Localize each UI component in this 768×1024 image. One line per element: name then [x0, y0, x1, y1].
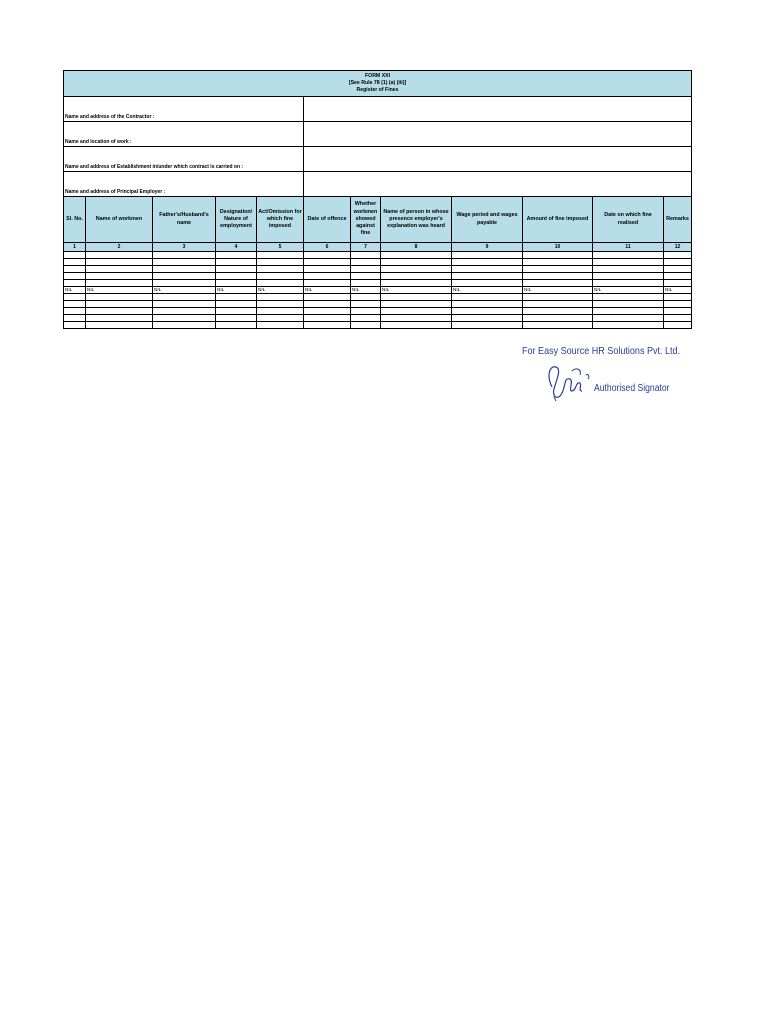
table-row	[64, 287, 692, 294]
table-cell	[523, 301, 593, 308]
column-number: 9	[452, 243, 523, 252]
info-value	[304, 147, 692, 172]
table-cell	[452, 294, 523, 301]
table-cell	[216, 294, 257, 301]
table-cell	[64, 315, 86, 322]
table-cell	[523, 280, 593, 287]
table-cell	[351, 252, 381, 259]
info-label: Name and location of work :	[64, 122, 304, 147]
info-row-work-location	[64, 122, 692, 147]
table-cell: NIL	[664, 287, 692, 294]
table-cell	[664, 294, 692, 301]
table-cell	[351, 308, 381, 315]
table-cell	[593, 266, 664, 273]
form-header	[64, 71, 692, 97]
table-cell	[593, 294, 664, 301]
table-cell	[664, 259, 692, 266]
table-cell	[257, 322, 304, 329]
table-cell	[381, 308, 452, 315]
table-cell	[523, 273, 593, 280]
table-cell	[216, 266, 257, 273]
form-number: FORM XXI	[364, 72, 391, 79]
info-label: Name and address of Establishment in/under which contract is carried on :	[64, 147, 304, 172]
table-cell: NIL	[153, 287, 216, 294]
table-cell	[304, 315, 351, 322]
table-cell: NIL	[64, 287, 86, 294]
table-cell	[351, 322, 381, 329]
table-row	[64, 301, 692, 308]
table-cell	[664, 266, 692, 273]
table-cell	[257, 259, 304, 266]
table-cell	[664, 322, 692, 329]
table-cell	[216, 259, 257, 266]
table-cell	[523, 322, 593, 329]
column-header: Designation/ Nature of employment	[216, 197, 257, 243]
column-header: Date of offence	[304, 197, 351, 243]
form-rule: [See Rule 78 (1) (a) (iii)]	[348, 79, 407, 86]
table-cell	[304, 322, 351, 329]
table-cell	[304, 252, 351, 259]
table-cell	[351, 294, 381, 301]
info-value	[304, 97, 692, 122]
table-cell	[381, 252, 452, 259]
info-label: Name and address of the Contractor :	[64, 97, 304, 122]
table-cell	[593, 322, 664, 329]
table-cell	[452, 308, 523, 315]
table-cell	[86, 252, 153, 259]
table-row	[64, 266, 692, 273]
table-cell	[452, 259, 523, 266]
column-header: Whether workmen showed against fine	[351, 197, 381, 243]
info-row-establishment	[64, 147, 692, 172]
column-header: Act/Omission for which fine imposed	[257, 197, 304, 243]
column-number: 1	[64, 243, 86, 252]
table-cell	[64, 259, 86, 266]
table-cell	[523, 315, 593, 322]
table-cell	[257, 315, 304, 322]
table-cell	[304, 301, 351, 308]
table-cell	[216, 280, 257, 287]
table-cell	[86, 259, 153, 266]
column-number: 3	[153, 243, 216, 252]
table-cell	[64, 273, 86, 280]
table-cell	[64, 280, 86, 287]
table-cell	[351, 280, 381, 287]
info-row-principal-employer	[64, 172, 692, 197]
column-header: Wage period and wages payable	[452, 197, 523, 243]
table-cell	[381, 280, 452, 287]
table-cell	[452, 280, 523, 287]
table-cell	[216, 308, 257, 315]
table-row	[64, 259, 692, 266]
table-cell	[351, 259, 381, 266]
table-row	[64, 294, 692, 301]
table-cell	[523, 294, 593, 301]
table-cell	[664, 308, 692, 315]
table-cell	[381, 301, 452, 308]
info-row-contractor	[64, 97, 692, 122]
table-cell	[593, 273, 664, 280]
table-cell	[216, 301, 257, 308]
table-cell	[257, 273, 304, 280]
table-cell	[153, 315, 216, 322]
column-header: Name of person in whose presence employer's explanation was heard	[381, 197, 452, 243]
table-cell	[257, 308, 304, 315]
table-cell	[593, 280, 664, 287]
column-header: Date on which fine realised	[593, 197, 664, 243]
column-header: Name of workmen	[86, 197, 153, 243]
table-cell	[452, 273, 523, 280]
column-header: Amount of fine imposed	[523, 197, 593, 243]
table-cell	[86, 280, 153, 287]
table-cell	[86, 315, 153, 322]
table-cell	[304, 308, 351, 315]
table-cell	[86, 266, 153, 273]
info-value	[304, 172, 692, 197]
table-cell	[381, 294, 452, 301]
table-cell	[153, 280, 216, 287]
table-cell: NIL	[304, 287, 351, 294]
table-cell	[153, 301, 216, 308]
table-cell	[523, 266, 593, 273]
table-cell	[153, 308, 216, 315]
table-cell: NIL	[593, 287, 664, 294]
table-cell	[452, 322, 523, 329]
table-row	[64, 308, 692, 315]
table-cell	[381, 315, 452, 322]
table-cell	[523, 308, 593, 315]
table-cell	[381, 266, 452, 273]
table-cell	[381, 259, 452, 266]
column-number: 12	[664, 243, 692, 252]
column-number: 2	[86, 243, 153, 252]
table-cell	[593, 259, 664, 266]
table-row	[64, 322, 692, 329]
table-cell	[216, 315, 257, 322]
table-cell	[153, 252, 216, 259]
table-cell	[153, 259, 216, 266]
authorised-signatory-label: Authorised Signator	[594, 383, 670, 394]
table-cell	[64, 294, 86, 301]
table-cell	[381, 322, 452, 329]
table-cell	[216, 322, 257, 329]
table-cell: NIL	[86, 287, 153, 294]
table-cell	[64, 266, 86, 273]
table-row	[64, 315, 692, 322]
table-cell	[351, 273, 381, 280]
table-cell	[304, 266, 351, 273]
table-cell	[664, 315, 692, 322]
table-cell	[523, 259, 593, 266]
table-cell	[86, 294, 153, 301]
table-cell: NIL	[257, 287, 304, 294]
table-row	[64, 273, 692, 280]
table-cell	[664, 280, 692, 287]
column-header: Remarks	[664, 197, 692, 243]
column-number: 8	[381, 243, 452, 252]
table-cell	[64, 252, 86, 259]
table-cell: NIL	[381, 287, 452, 294]
table-cell	[593, 315, 664, 322]
table-cell	[86, 322, 153, 329]
table-cell	[523, 252, 593, 259]
column-number-row	[64, 243, 692, 252]
table-row	[64, 252, 692, 259]
table-cell	[153, 294, 216, 301]
table-cell	[257, 301, 304, 308]
table-cell	[257, 252, 304, 259]
table-cell	[351, 315, 381, 322]
column-number: 4	[216, 243, 257, 252]
table-cell	[216, 252, 257, 259]
table-cell	[452, 252, 523, 259]
table-row	[64, 280, 692, 287]
table-cell	[86, 308, 153, 315]
table-cell	[452, 315, 523, 322]
table-cell	[257, 294, 304, 301]
table-cell	[304, 294, 351, 301]
table-cell	[64, 322, 86, 329]
table-cell	[153, 266, 216, 273]
table-cell	[452, 301, 523, 308]
table-cell	[304, 259, 351, 266]
table-cell	[381, 273, 452, 280]
table-cell	[153, 322, 216, 329]
column-number: 6	[304, 243, 351, 252]
info-value	[304, 122, 692, 147]
table-cell: NIL	[523, 287, 593, 294]
form-table	[63, 70, 692, 329]
table-cell: NIL	[452, 287, 523, 294]
table-cell	[257, 280, 304, 287]
handwritten-signature	[542, 357, 602, 403]
column-header-row	[64, 197, 692, 243]
table-cell	[593, 252, 664, 259]
signature-stamp	[520, 345, 690, 405]
table-cell	[304, 273, 351, 280]
column-number: 10	[523, 243, 593, 252]
table-cell	[153, 273, 216, 280]
table-cell	[351, 266, 381, 273]
table-cell	[64, 301, 86, 308]
register-of-fines-form	[63, 70, 691, 329]
column-number: 11	[593, 243, 664, 252]
table-cell	[64, 308, 86, 315]
table-cell	[664, 301, 692, 308]
table-cell	[664, 273, 692, 280]
table-cell	[216, 273, 257, 280]
table-cell: NIL	[351, 287, 381, 294]
table-cell	[664, 252, 692, 259]
table-cell	[452, 266, 523, 273]
table-cell	[86, 273, 153, 280]
column-header: Father's/Husband's name	[153, 197, 216, 243]
table-cell	[257, 266, 304, 273]
company-name: For Easy Source HR Solutions Pvt. Ltd.	[522, 345, 681, 357]
table-cell: NIL	[216, 287, 257, 294]
column-header: Sl. No.	[64, 197, 86, 243]
table-cell	[593, 308, 664, 315]
column-number: 5	[257, 243, 304, 252]
info-label: Name and address of Principal Employer :	[64, 172, 304, 197]
table-cell	[351, 301, 381, 308]
table-cell	[304, 280, 351, 287]
table-cell	[593, 301, 664, 308]
form-title: Register of Fines	[356, 87, 399, 93]
table-cell	[86, 301, 153, 308]
column-number: 7	[351, 243, 381, 252]
